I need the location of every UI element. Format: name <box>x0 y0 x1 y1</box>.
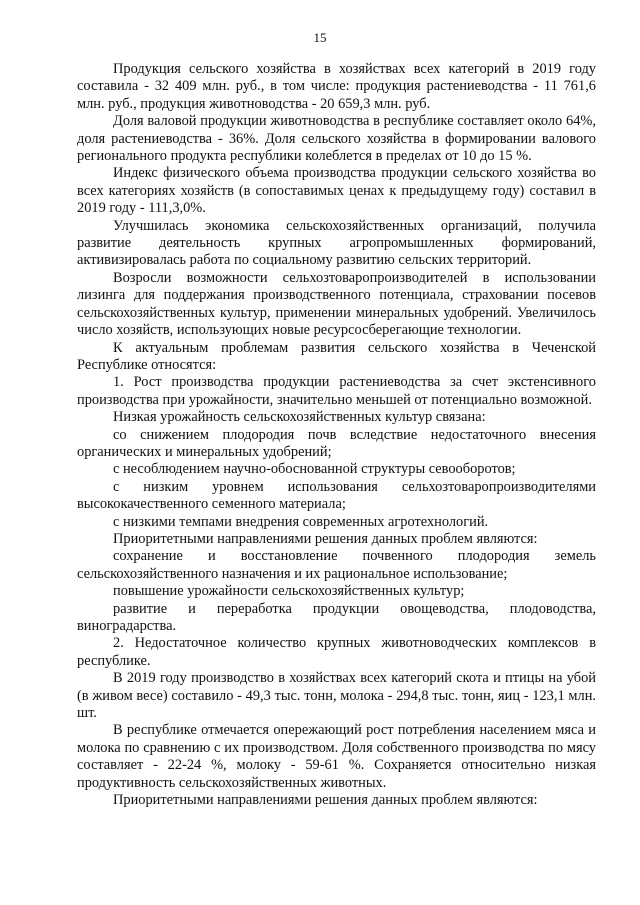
paragraph-problem-1: 1. Рост производства продукции растениеводства за счет экстенсивного производства при урожайности, значительно меньшей от потенциально возможной. <box>77 374 596 408</box>
page-number: 15 <box>313 30 327 45</box>
page-body <box>77 61 596 809</box>
paragraph-leasing-opportunities: Возросли возможности сельхозтоваропроизводителей в использовании лизинга для поддержания производственного потенциала, страховании посевов сельскохозяйственных культур, применении минеральных удобрений. Увеличилось число хозяйств, использующих новые ресурсосберегающие технологии. <box>77 269 596 339</box>
list-item-seed-material: с низким уровнем использования сельхозтоваропроизводителями высококачественного семенного материала; <box>77 478 596 513</box>
paragraph-priorities-intro: Приоритетными направлениями решения данных проблем являются: <box>113 530 538 547</box>
list-item-soil-fertility: со снижением плодородия почв вследствие недостаточного внесения органических и минеральных удобрений; <box>77 426 596 460</box>
list-item-agrotechnologies: с низкими темпами внедрения современных агротехнологий. <box>113 513 489 530</box>
paragraph-consumption-growth: В республике отмечается опережающий рост потребления населением мяса и молока по сравнению с их производством. Доля собственного производства по мясу составляет - 22-24 %, молоку - 59-61 %. Сохраняется относительно низкая продуктивность сельскохозяйственных животных. <box>77 722 596 791</box>
paragraph-problems-intro: К актуальным проблемам развития сельского хозяйства в Чеченской Республике относятся: <box>77 339 596 373</box>
list-item-yield-increase: повышение урожайности сельскохозяйственных культур; <box>113 583 465 600</box>
paragraph-production-shares: Доля валовой продукции животноводства в республике составляет около 64%, доля растениеводства - 36%. Доля сельского хозяйства в формировании валового регионального продукта республики колеблется в пределах от 10 до 15 %. <box>77 113 596 165</box>
list-item-crop-rotation: с несоблюдением научно-обоснованной структуры севооборотов; <box>113 461 516 478</box>
paragraph-priorities-intro-2: Приоритетными направлениями решения данных проблем являются: <box>113 792 538 809</box>
paragraph-economy-improved: Улучшилась экономика сельскохозяйственных организаций, получила развитие деятельность крупных агропромышленных формирований, активизировалась работа по социальному развитию сельских территорий. <box>77 217 596 269</box>
paragraph-problem-2: 2. Недостаточное количество крупных животноводческих комплексов в республике. <box>77 635 596 669</box>
paragraph-low-yield-intro: Низкая урожайность сельскохозяйственных культур связана: <box>113 409 486 426</box>
paragraph-livestock-production: В 2019 году производство в хозяйствах всех категорий скота и птицы на убой (в живом весе) составило - 49,3 тыс. тонн, молока - 294,8 тыс. тонн, яиц - 123,1 млн. шт. <box>77 670 596 722</box>
list-item-soil-restoration: сохранение и восстановление почвенного плодородия земель сельскохозяйственного назначения и их рациональное использование; <box>77 548 596 582</box>
paragraph-physical-volume-index: Индекс физического объема производства продукции сельского хозяйства во всех категориях хозяйств (в сопоставимых ценах к предыдущему году) составил в 2019 году - 111,3,0%. <box>77 165 596 217</box>
paragraph-production-total: Продукция сельского хозяйства в хозяйствах всех категорий в 2019 году составила - 32 409 млн. руб., в том числе: продукция растениеводства - 11 761,6 млн. руб., продукция животноводства - 20 659,3 млн. руб. <box>77 61 596 112</box>
list-item-horticulture: развитие и переработка продукции овощеводства, плодоводства, виноградарства. <box>77 600 596 634</box>
